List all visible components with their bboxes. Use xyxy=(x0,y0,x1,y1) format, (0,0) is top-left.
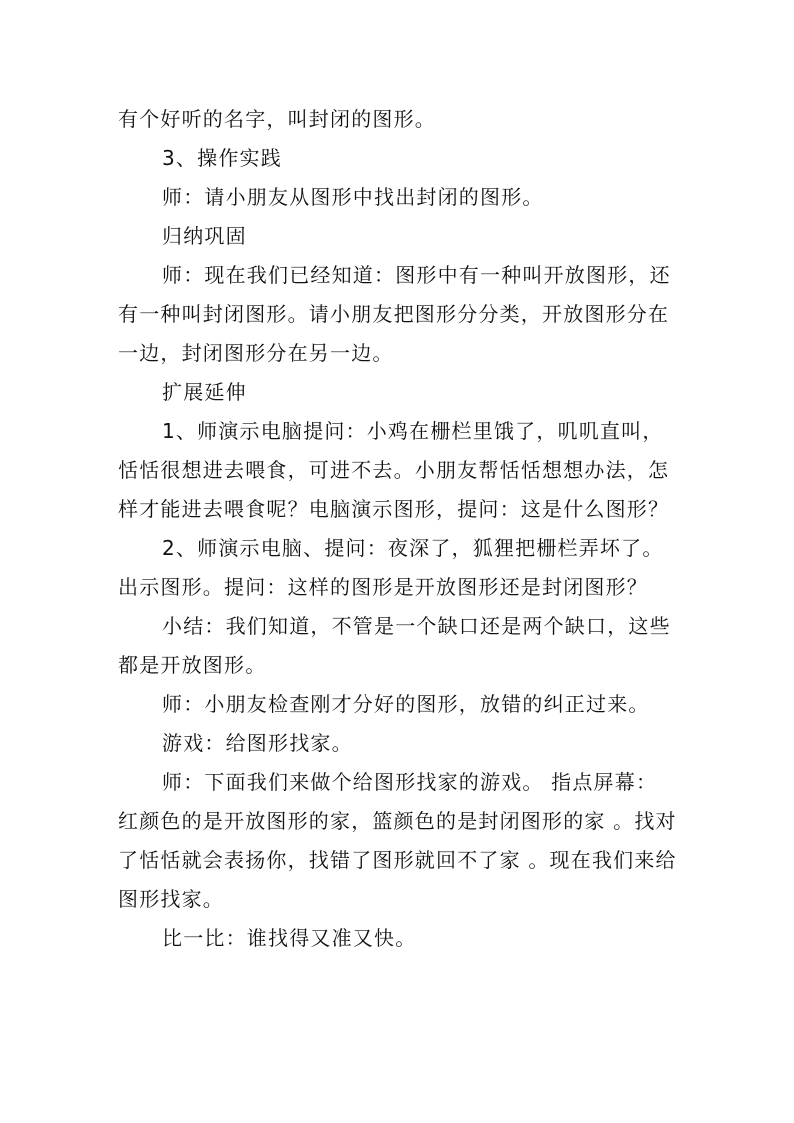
paragraph-4: 归纳巩固 xyxy=(162,224,247,248)
paragraph-7: 1、师演示电脑提问：小鸡在栅栏里饿了，叽叽直叫，恬恬很想进去喂食，可进不去。小朋友帮恬恬想想办法，怎样才能进去喂食呢？电脑演示图形，提问：这是什么图形？ xyxy=(118,419,670,521)
paragraph-3: 师：请小朋友从图形中找出封闭的图形。 xyxy=(162,185,544,209)
paragraph-1: 有个好听的名字，叫封闭的图形。 xyxy=(118,107,436,131)
paragraph-5: 师：现在我们已经知道：图形中有一种叫开放图形，还有一种叫封闭图形。请小朋友把图形分分类，开放图形分在一边，封闭图形分在另一边。 xyxy=(118,263,671,365)
document-body xyxy=(118,100,678,958)
paragraph-2: 3、操作实践 xyxy=(162,146,282,170)
paragraph-12: 师：下面我们来做个给图形找家的游戏。 指点屏幕：红颜色的是开放图形的家，篮颜色的是封闭图形的家 。找对了恬恬就会表扬你，找错了图形就回不了家 。现在我们来给图形找家。 xyxy=(118,770,677,911)
paragraph-6: 扩展延伸 xyxy=(162,380,247,404)
paragraph-9: 小结：我们知道，不管是一个缺口还是两个缺口，这些都是开放图形。 xyxy=(118,614,671,677)
paragraph-11: 游戏：给图形找家。 xyxy=(162,731,353,755)
paragraph-8: 2、师演示电脑、提问：夜深了，狐狸把栅栏弄坏了。出示图形。提问：这样的图形是开放图形还是封闭图形？ xyxy=(118,536,664,599)
paragraph-13: 比一比：谁找得又准又快。 xyxy=(162,926,417,950)
paragraph-10: 师：小朋友检查刚才分好的图形，放错的纠正过来。 xyxy=(162,692,650,716)
